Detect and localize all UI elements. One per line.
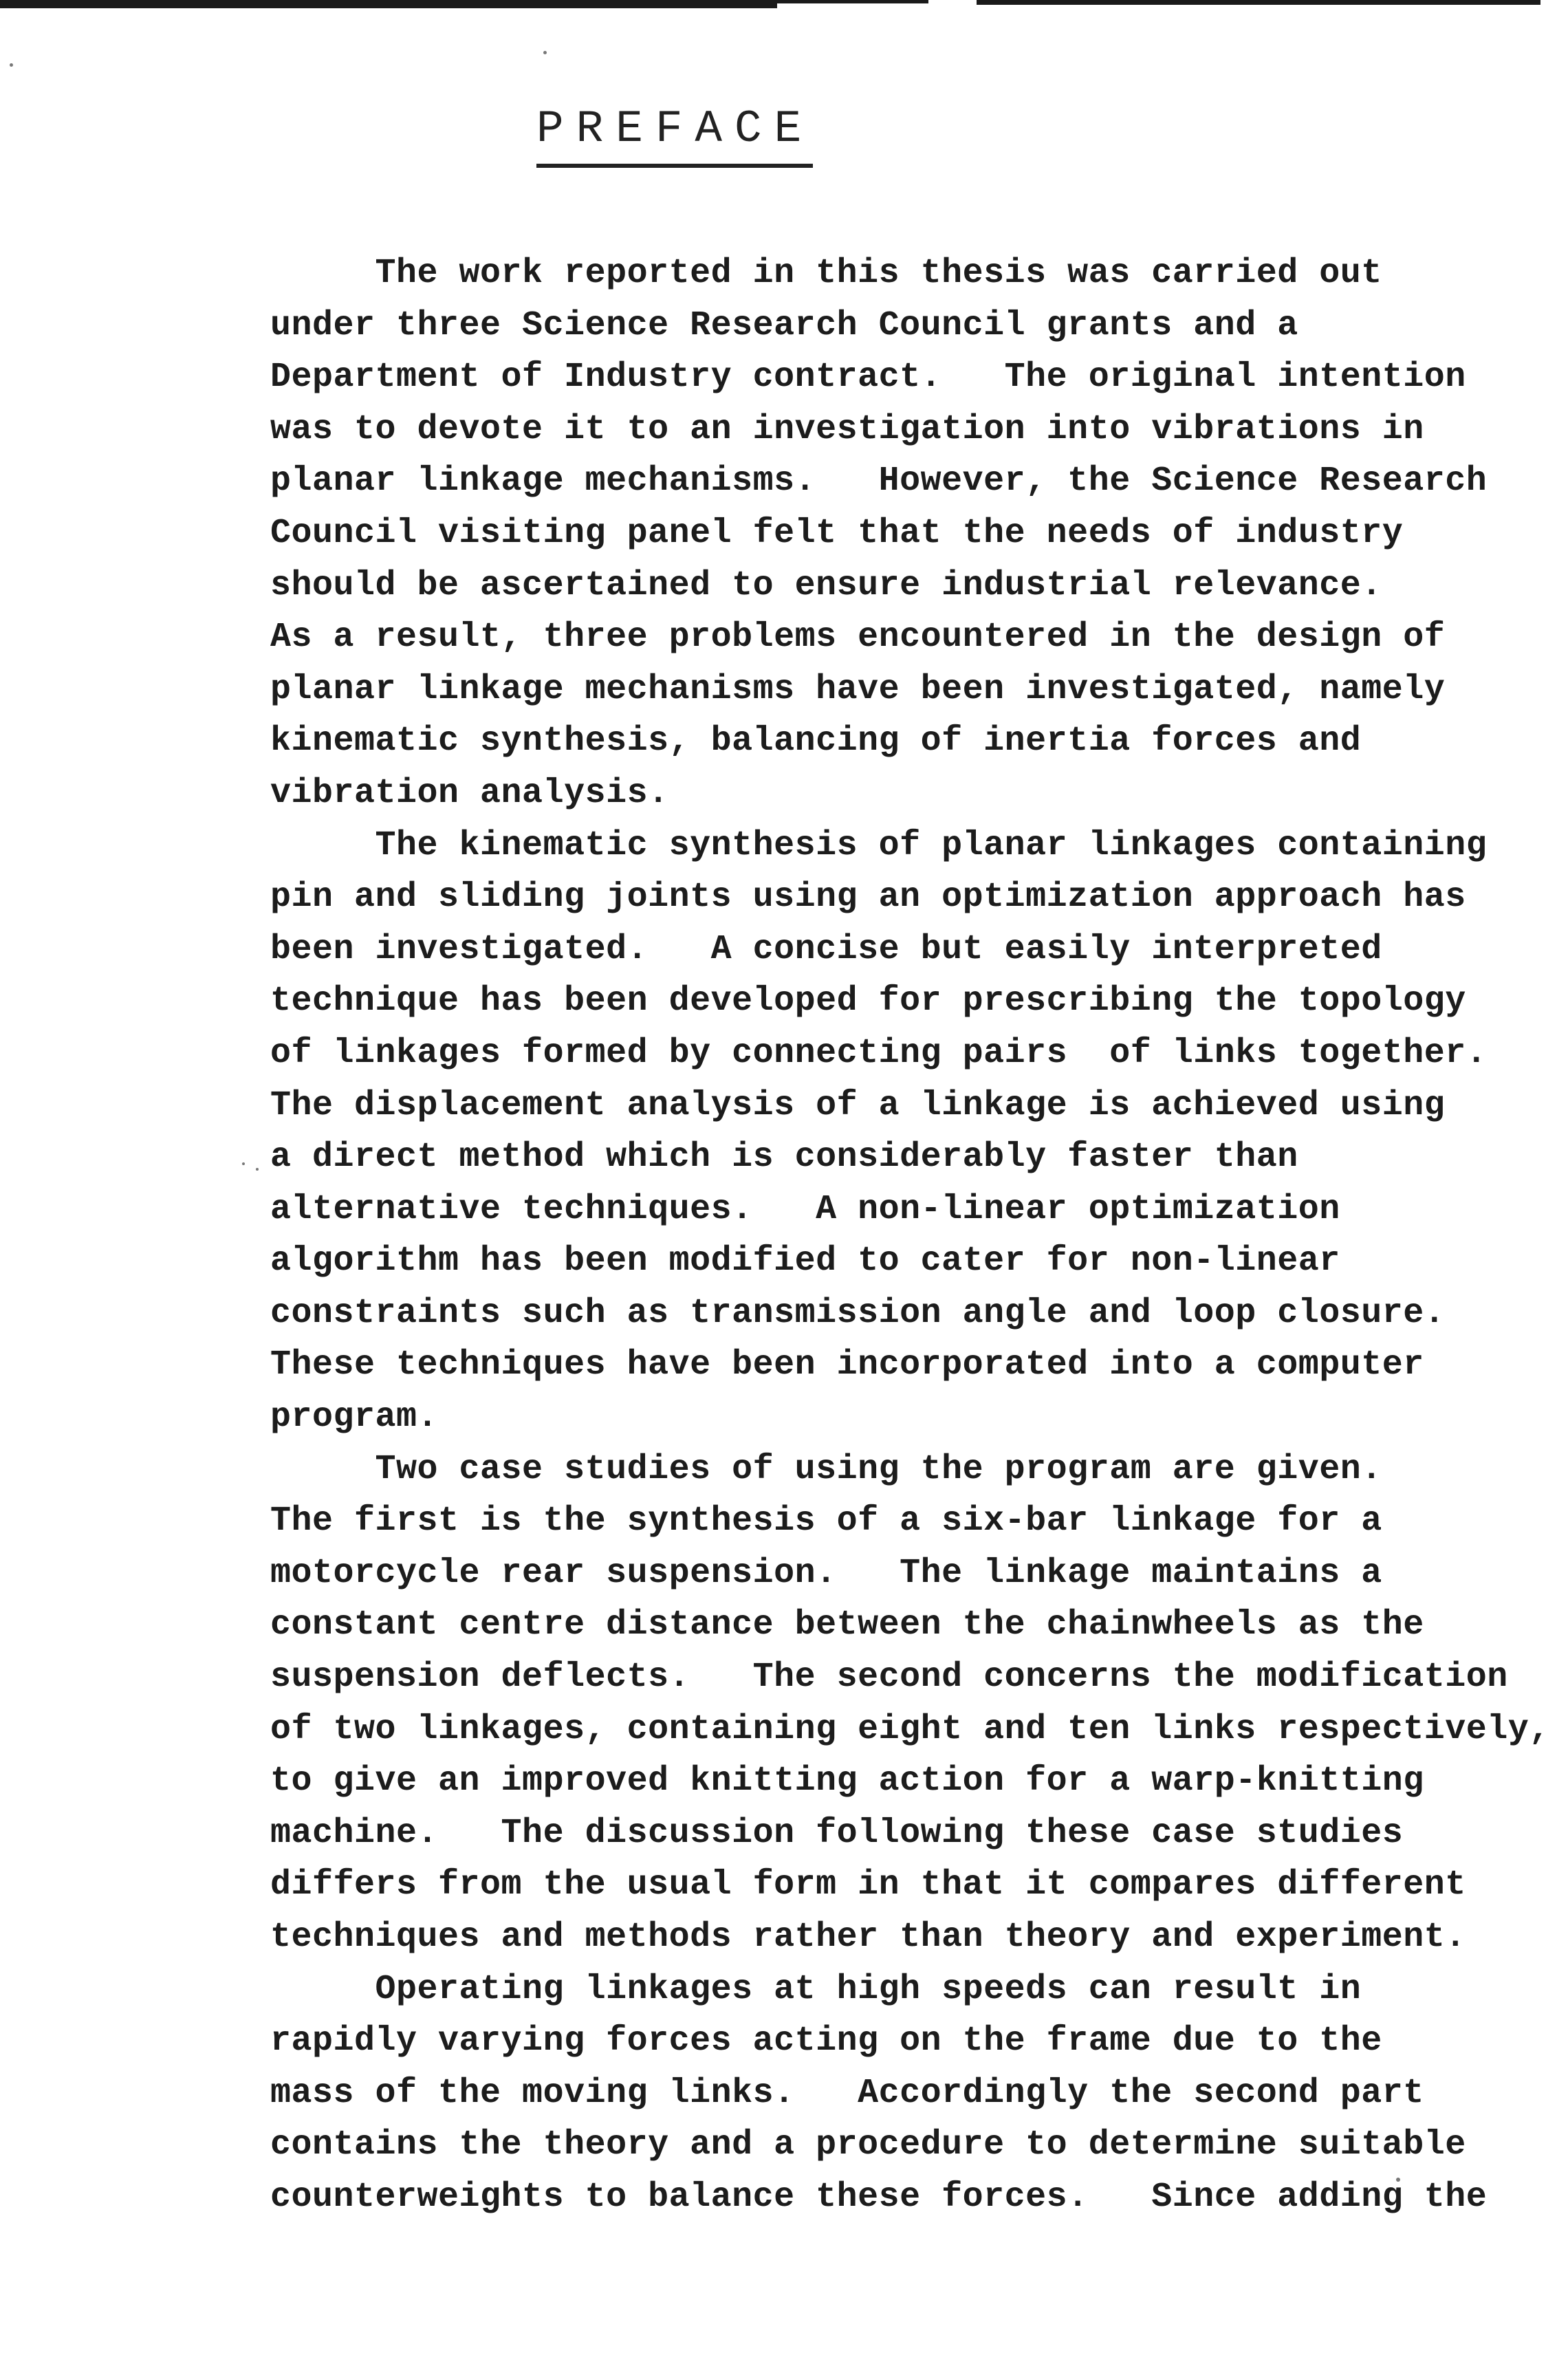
page-title-block: [536, 102, 814, 168]
text-line: motorcycle rear suspension. The linkage maintains a: [270, 1553, 1382, 1593]
scan-speck: [543, 51, 547, 54]
text-line: planar linkage mechanisms. However, the Science Research: [270, 462, 1488, 501]
scan-speck: [10, 63, 13, 67]
scan-border-top: [0, 0, 777, 8]
text-line: The work reported in this thesis was carried out: [270, 254, 1382, 293]
preface-body: [270, 248, 1563, 2224]
text-line: The displacement analysis of a linkage is achieved using: [270, 1085, 1446, 1125]
text-line: suspension deflects. The second concerns the modification: [270, 1658, 1508, 1698]
text-line: kinematic synthesis, balancing of inertia forces and: [270, 722, 1362, 761]
text-line: pin and sliding joints using an optimization approach has: [270, 878, 1466, 918]
scan-speck: [242, 1162, 245, 1165]
text-line: These techniques have been incorporated into a computer: [270, 1345, 1424, 1385]
text-line: planar linkage mechanisms have been investigated, namely: [270, 669, 1446, 709]
text-line: was to devote it to an investigation into vibrations in: [270, 409, 1424, 449]
text-line: vibration analysis.: [270, 773, 669, 813]
text-line: As a result, three problems encountered in the design of: [270, 618, 1446, 658]
text-line: contains the theory and a procedure to determine suitable: [270, 2125, 1466, 2165]
text-line: techniques and methods rather than theory and experiment.: [270, 1918, 1466, 1957]
text-line: The kinematic synthesis of planar linkages containing: [270, 825, 1488, 865]
text-line: of two linkages, containing eight and ten links respectively,: [270, 1709, 1550, 1749]
text-line: been investigated. A concise but easily interpreted: [270, 929, 1382, 969]
text-line: constant centre distance between the chainwheels as the: [270, 1605, 1424, 1645]
text-line: a direct method which is considerably faster than: [270, 1138, 1298, 1178]
text-line: should be ascertained to ensure industrial relevance.: [270, 565, 1382, 605]
scan-speck: [256, 1168, 259, 1171]
scan-border-top: [777, 0, 928, 3]
text-line: machine. The discussion following these case studies: [270, 1813, 1404, 1853]
text-line: mass of the moving links. Accordingly the second part: [270, 2073, 1424, 2113]
text-line: Operating linkages at high speeds can result in: [270, 1969, 1362, 2009]
text-line: of linkages formed by connecting pairs of links together.: [270, 1033, 1488, 1073]
text-line: The first is the synthesis of a six-bar linkage for a: [270, 1501, 1382, 1541]
text-line: to give an improved knitting action for a warp-knitting: [270, 1761, 1424, 1801]
text-line: differs from the usual form in that it compares different: [270, 1865, 1466, 1905]
text-line: constraints such as transmission angle and loop closure.: [270, 1293, 1446, 1333]
text-line: Department of Industry contract. The original intention: [270, 358, 1466, 398]
text-line: program.: [270, 1398, 439, 1438]
text-line: Two case studies of using the program are given.: [270, 1449, 1382, 1489]
text-line: algorithm has been modified to cater for non-linear: [270, 1241, 1340, 1281]
text-line: technique has been developed for prescribing the topology: [270, 982, 1466, 1021]
scan-border-top: [977, 0, 1540, 5]
title-underline: [536, 164, 813, 168]
text-line: alternative techniques. A non-linear optimization: [270, 1189, 1340, 1229]
text-line: Council visiting panel felt that the needs of industry: [270, 513, 1404, 553]
text-line: counterweights to balance these forces. Since adding the: [270, 2177, 1488, 2217]
page-title: PREFACE: [536, 103, 814, 155]
text-line: under three Science Research Council grants and a: [270, 305, 1298, 345]
text-line: rapidly varying forces acting on the frame due to the: [270, 2021, 1382, 2061]
